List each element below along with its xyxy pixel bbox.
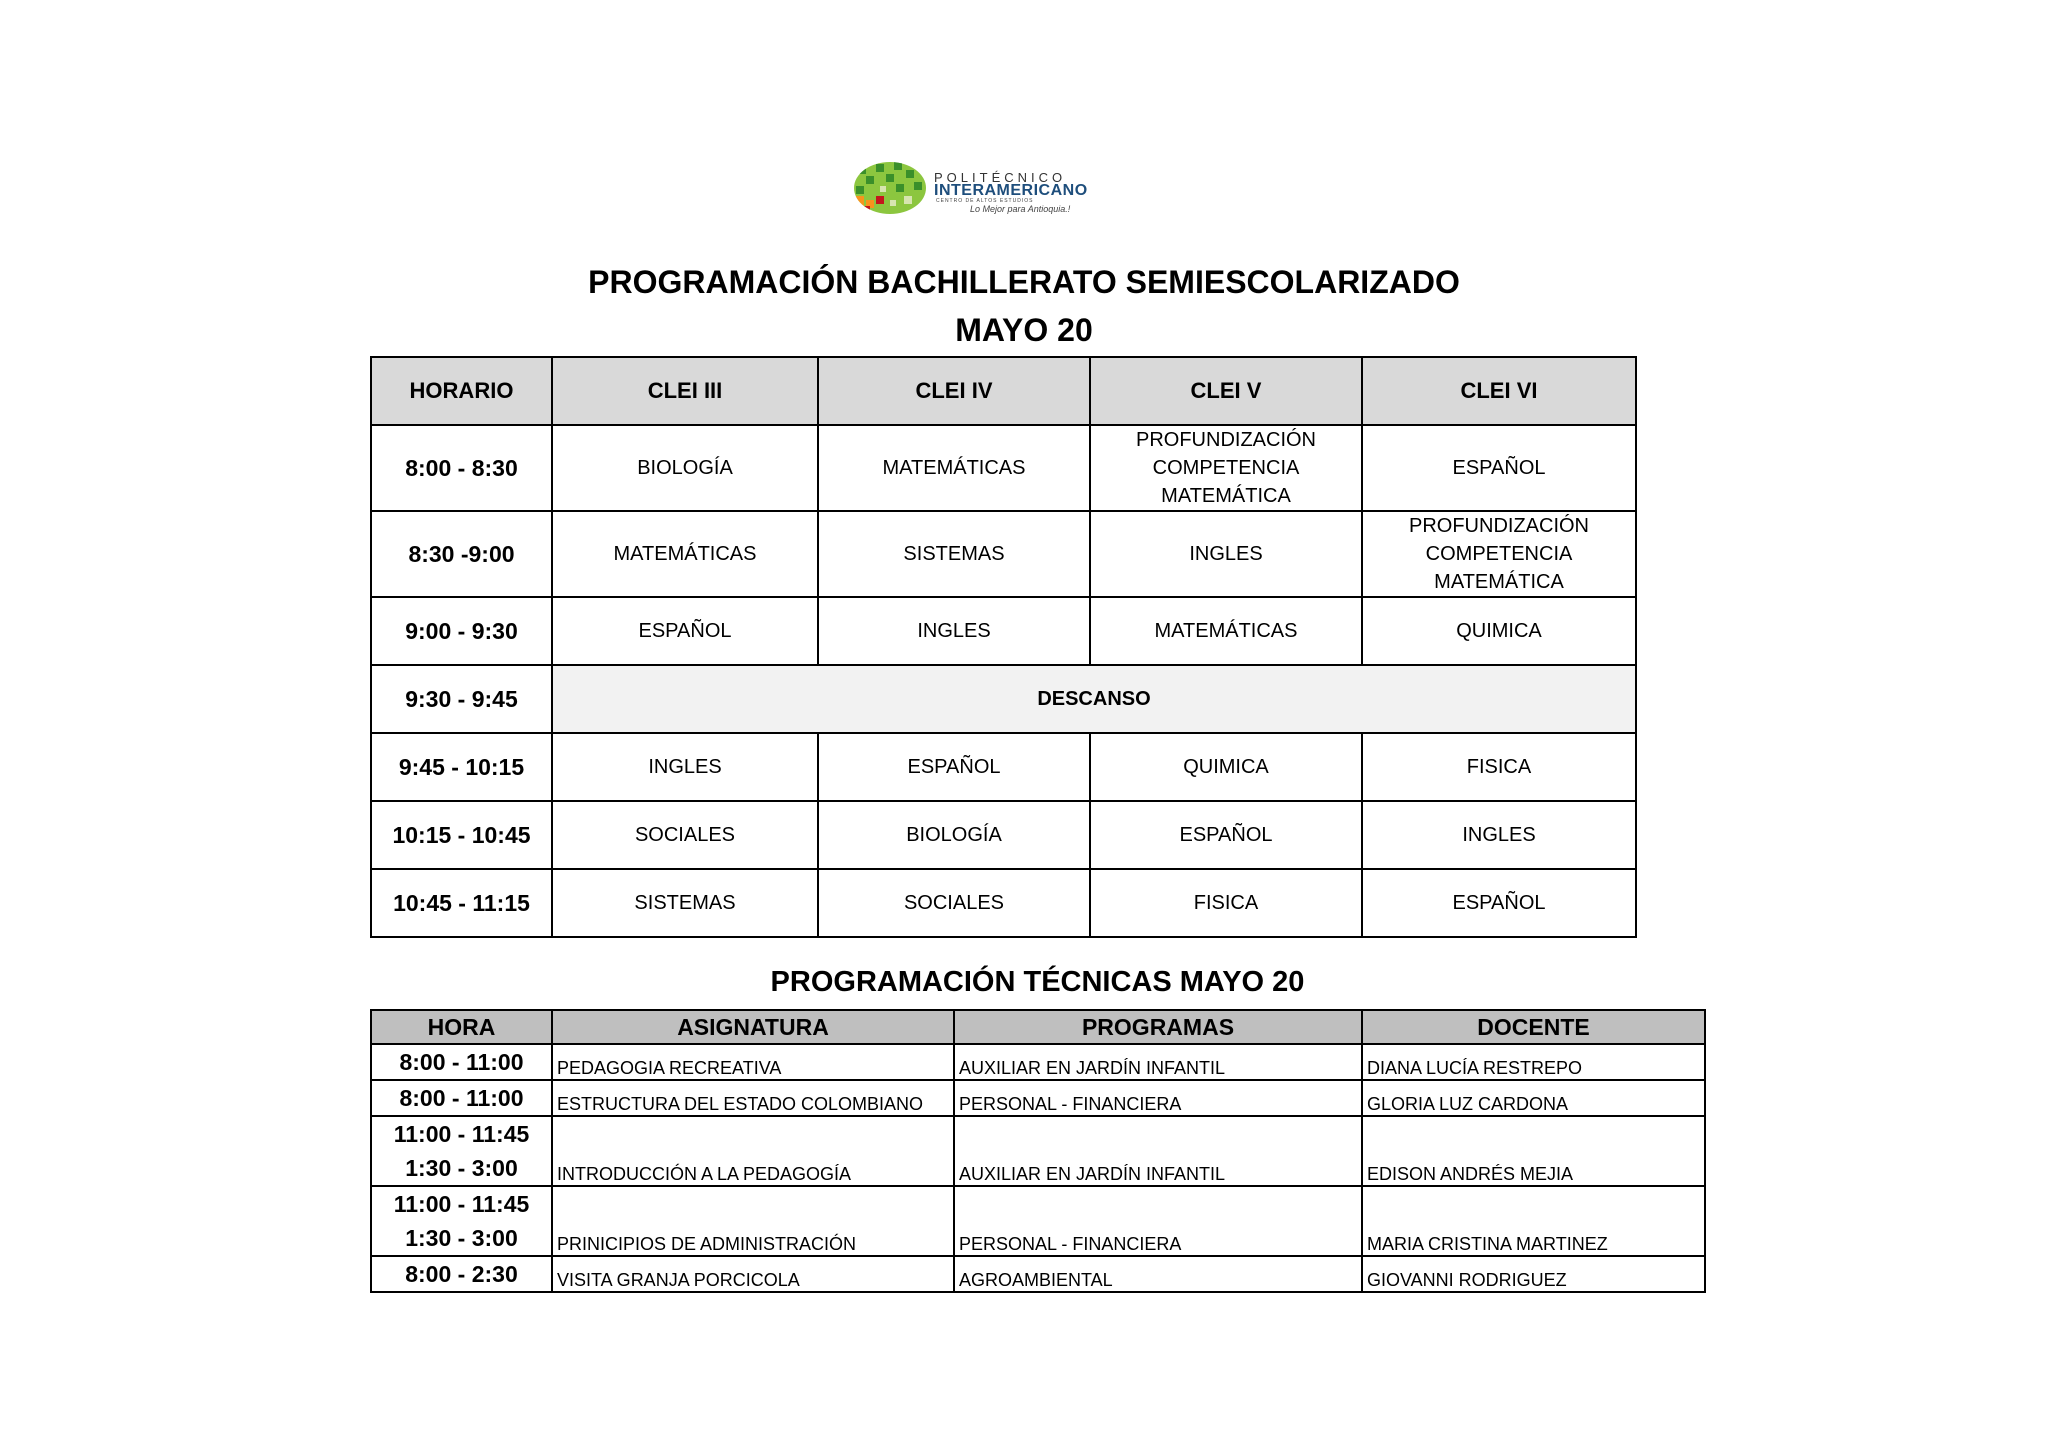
docente-cell: MARIA CRISTINA MARTINEZ xyxy=(1362,1186,1705,1256)
subject-cell: INGLES xyxy=(818,597,1090,665)
table-header-row xyxy=(371,1010,1705,1044)
time-cell: 9:00 - 9:30 xyxy=(371,597,552,665)
hora-cell xyxy=(371,1080,552,1116)
subject-cell: ESPAÑOL xyxy=(1090,801,1362,869)
docente-cell: EDISON ANDRÉS MEJIA xyxy=(1362,1116,1705,1186)
programa-cell: AUXILIAR EN JARDÍN INFANTIL xyxy=(954,1044,1362,1080)
subject-cell: MATEMÁTICAS xyxy=(818,425,1090,511)
subject-cell: FISICA xyxy=(1362,733,1636,801)
asignatura-cell: INTRODUCCIÓN A LA PEDAGOGÍA xyxy=(552,1116,954,1186)
subject-cell: PROFUNDIZACIÓN COMPETENCIA MATEMÁTICA xyxy=(1090,425,1362,511)
subject-cell: QUIMICA xyxy=(1362,597,1636,665)
hora-line: 1:30 - 3:00 xyxy=(405,1155,518,1181)
time-cell: 8:00 - 8:30 xyxy=(371,425,552,511)
header-clei-v: CLEI V xyxy=(1090,357,1362,425)
break-cell: DESCANSO xyxy=(552,665,1636,733)
hora-cell xyxy=(371,1186,552,1256)
logo-text-politecnico: POLITÉCNICO xyxy=(934,170,1067,185)
docente-cell: DIANA LUCÍA RESTREPO xyxy=(1362,1044,1705,1080)
logo-globe-icon xyxy=(852,160,928,216)
logo-text-centro: CENTRO DE ALTOS ESTUDIOS xyxy=(936,198,1034,204)
hora-line: 1:30 - 3:00 xyxy=(405,1225,518,1251)
subject-cell: BIOLOGÍA xyxy=(552,425,818,511)
table-row xyxy=(371,1186,1705,1256)
institution-logo xyxy=(852,160,1092,220)
time-cell: 10:15 - 10:45 xyxy=(371,801,552,869)
subject-cell: BIOLOGÍA xyxy=(818,801,1090,869)
time-cell: 9:30 - 9:45 xyxy=(371,665,552,733)
header-programas: PROGRAMAS xyxy=(954,1010,1362,1044)
bachillerato-date: MAYO 20 xyxy=(955,312,1093,348)
subject-cell: INGLES xyxy=(552,733,818,801)
docente-cell: GIOVANNI RODRIGUEZ xyxy=(1362,1256,1705,1292)
header-clei-iii: CLEI III xyxy=(552,357,818,425)
bachillerato-schedule-table xyxy=(370,356,1637,938)
header-asignatura: ASIGNATURA xyxy=(552,1010,954,1044)
docente-cell: GLORIA LUZ CARDONA xyxy=(1362,1080,1705,1116)
logo-slogan: Lo Mejor para Antioquia.! xyxy=(970,204,1071,214)
programa-cell: AGROAMBIENTAL xyxy=(954,1256,1362,1292)
hora-line: 8:00 - 11:00 xyxy=(399,1085,524,1111)
hora-line: 8:00 - 11:00 xyxy=(399,1049,524,1075)
table-row xyxy=(371,733,1636,801)
time-cell: 9:45 - 10:15 xyxy=(371,733,552,801)
subject-cell: ESPAÑOL xyxy=(818,733,1090,801)
subject-cell: SISTEMAS xyxy=(552,869,818,937)
hora-cell xyxy=(371,1044,552,1080)
table-row xyxy=(371,597,1636,665)
asignatura-cell: ESTRUCTURA DEL ESTADO COLOMBIANO xyxy=(552,1080,954,1116)
subject-cell: FISICA xyxy=(1090,869,1362,937)
subject-cell: PROFUNDIZACIÓN COMPETENCIA MATEMÁTICA xyxy=(1362,511,1636,597)
subject-cell: ESPAÑOL xyxy=(1362,425,1636,511)
subject-cell: MATEMÁTICAS xyxy=(552,511,818,597)
break-row xyxy=(371,665,1636,733)
header-horario: HORARIO xyxy=(371,357,552,425)
subject-cell: ESPAÑOL xyxy=(552,597,818,665)
header-hora: HORA xyxy=(371,1010,552,1044)
programa-cell: PERSONAL - FINANCIERA xyxy=(954,1080,1362,1116)
table-row xyxy=(371,801,1636,869)
hora-cell xyxy=(371,1256,552,1292)
asignatura-cell: VISITA GRANJA PORCICOLA xyxy=(552,1256,954,1292)
subject-cell: SOCIALES xyxy=(818,869,1090,937)
logo-text-interamericano: INTERAMERICANO xyxy=(934,182,1088,199)
subject-cell: INGLES xyxy=(1362,801,1636,869)
table-header-row xyxy=(371,357,1636,425)
asignatura-cell: PEDAGOGIA RECREATIVA xyxy=(552,1044,954,1080)
table-row xyxy=(371,511,1636,597)
hora-cell xyxy=(371,1116,552,1186)
subject-cell: QUIMICA xyxy=(1090,733,1362,801)
tecnicas-title: PROGRAMACIÓN TÉCNICAS MAYO 20 xyxy=(770,966,1305,998)
time-cell: 10:45 - 11:15 xyxy=(371,869,552,937)
header-docente: DOCENTE xyxy=(1362,1010,1705,1044)
table-row xyxy=(371,869,1636,937)
table-row xyxy=(371,1044,1705,1080)
programa-cell: PERSONAL - FINANCIERA xyxy=(954,1186,1362,1256)
subject-cell: SOCIALES xyxy=(552,801,818,869)
tecnicas-schedule-table xyxy=(370,1009,1706,1293)
hora-line: 11:00 - 11:45 xyxy=(393,1121,530,1147)
table-row xyxy=(371,1116,1705,1186)
header-clei-iv: CLEI IV xyxy=(818,357,1090,425)
header-clei-vi: CLEI VI xyxy=(1362,357,1636,425)
asignatura-cell: PRINICIPIOS DE ADMINISTRACIÓN xyxy=(552,1186,954,1256)
programa-cell: AUXILIAR EN JARDÍN INFANTIL xyxy=(954,1116,1362,1186)
time-cell: 8:30 -9:00 xyxy=(371,511,552,597)
subject-cell: ESPAÑOL xyxy=(1362,869,1636,937)
bachillerato-title: PROGRAMACIÓN BACHILLERATO SEMIESCOLARIZADO xyxy=(588,264,1460,300)
subject-cell: SISTEMAS xyxy=(818,511,1090,597)
subject-cell: MATEMÁTICAS xyxy=(1090,597,1362,665)
hora-line: 11:00 - 11:45 xyxy=(393,1191,530,1217)
table-row xyxy=(371,1080,1705,1116)
hora-line: 8:00 - 2:30 xyxy=(405,1261,518,1287)
table-row xyxy=(371,425,1636,511)
table-row xyxy=(371,1256,1705,1292)
subject-cell: INGLES xyxy=(1090,511,1362,597)
